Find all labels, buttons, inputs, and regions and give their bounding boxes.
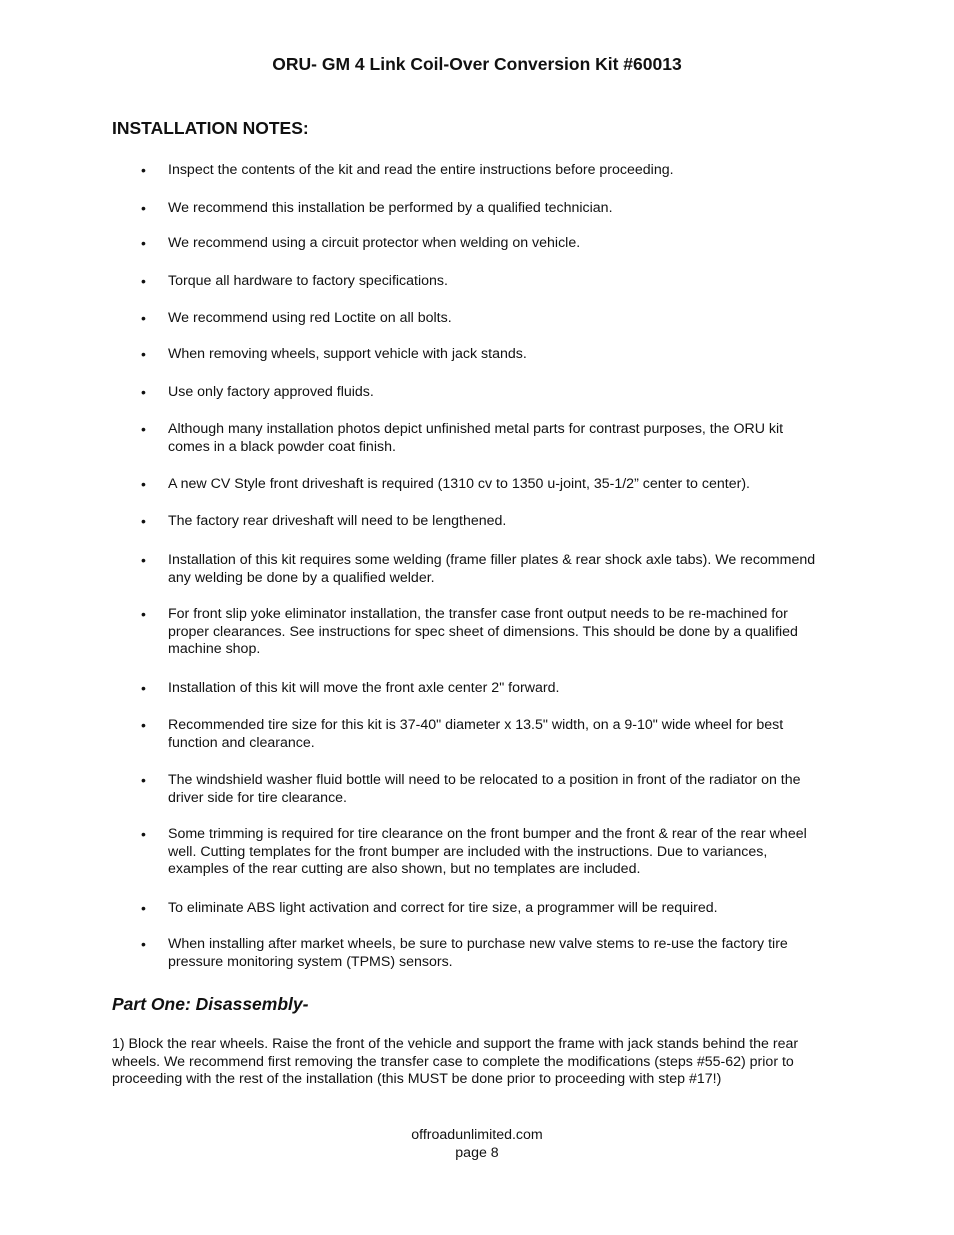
- footer-website: offroadunlimited.com: [411, 1127, 543, 1143]
- note-text: Use only factory approved fluids.: [168, 384, 374, 400]
- part-one-heading: Part One: Disassembly-: [112, 994, 309, 1014]
- note-text: The factory rear driveshaft will need to be lengthened.: [168, 513, 507, 529]
- bullet-icon: •: [141, 200, 146, 216]
- list-item: [141, 384, 826, 402]
- note-text: Although many installation photos depict unfinished metal parts for contrast purposes, the ORU kit comes in a black powder coat finish.: [168, 421, 784, 455]
- note-text: Installation of this kit will move the front axle center 2" forward.: [168, 680, 560, 696]
- list-item: [141, 772, 826, 807]
- list-item: [141, 900, 826, 918]
- note-text: We recommend using a circuit protector when welding on vehicle.: [168, 235, 581, 251]
- list-item: [141, 717, 826, 752]
- bullet-icon: •: [141, 717, 146, 733]
- bullet-icon: •: [141, 310, 146, 326]
- bullet-icon: •: [141, 273, 146, 289]
- bullet-icon: •: [141, 900, 146, 916]
- note-text: We recommend this installation be performed by a qualified technician.: [168, 200, 613, 216]
- note-text: We recommend using red Loctite on all bolts.: [168, 310, 452, 326]
- list-item: [141, 346, 826, 364]
- list-item: [141, 162, 826, 180]
- note-text: For front slip yoke eliminator installation, the transfer case front output needs to be re-machined for proper clearances. See instructions for spec sheet of dimensions. This should be done by a qualified machine shop.: [168, 606, 798, 657]
- document-title: ORU- GM 4 Link Coil-Over Conversion Kit #60013: [272, 54, 682, 74]
- list-item: [141, 235, 826, 253]
- bullet-icon: •: [141, 162, 146, 178]
- page-number: page 8: [455, 1144, 499, 1161]
- installation-notes-heading: INSTALLATION NOTES:: [112, 118, 309, 138]
- bullet-icon: •: [141, 552, 146, 568]
- step-1-paragraph: 1) Block the rear wheels. Raise the front of the vehicle and support the frame with jack stands behind the rear wheels. We recommend first removing the transfer case to complete the modifications (steps #55-62) prior to proceeding with the rest of the installation (this MUST be done prior to proceeding with step #17!): [112, 1036, 799, 1087]
- note-text: A new CV Style front driveshaft is required (1310 cv to 1350 u-joint, 35-1/2” center to center).: [168, 476, 750, 492]
- list-item: [141, 936, 826, 971]
- bullet-icon: •: [141, 476, 146, 492]
- note-text: Some trimming is required for tire clearance on the front bumper and the front & rear of the rear wheel well. Cutting templates for the front bumper are included with the instructions. Due to variances, examples of the rear cutting are also shown, but no templates are included.: [168, 826, 807, 877]
- note-text: Installation of this kit requires some welding (frame filler plates & rear shock axle tabs). We recommend any welding be done by a qualified welder.: [168, 552, 816, 586]
- bullet-icon: •: [141, 346, 146, 362]
- note-text: Recommended tire size for this kit is 37-40" diameter x 13.5" width, on a 9-10" wide wheel for best function and clearance.: [168, 717, 784, 751]
- page-footer: [0, 1127, 954, 1162]
- bullet-icon: •: [141, 772, 146, 788]
- note-text: When removing wheels, support vehicle with jack stands.: [168, 346, 527, 362]
- list-item: [141, 421, 826, 456]
- note-text: Inspect the contents of the kit and read the entire instructions before proceeding.: [168, 162, 674, 178]
- bullet-icon: •: [141, 384, 146, 400]
- bullet-icon: •: [141, 513, 146, 529]
- note-text: When installing after market wheels, be sure to purchase new valve stems to re-use the factory tire pressure monitoring system (TPMS) sensors.: [168, 936, 788, 970]
- bullet-icon: •: [141, 826, 146, 842]
- bullet-icon: •: [141, 421, 146, 437]
- bullet-icon: •: [141, 936, 146, 952]
- bullet-icon: •: [141, 606, 146, 622]
- note-text: Torque all hardware to factory specifications.: [168, 273, 448, 289]
- note-text: The windshield washer fluid bottle will need to be relocated to a position in front of the radiator on the driver side for tire clearance.: [168, 772, 801, 806]
- list-item: [141, 476, 826, 494]
- list-item: [141, 606, 826, 659]
- list-item: [141, 273, 826, 291]
- list-item: [141, 680, 826, 698]
- list-item: [141, 826, 826, 879]
- list-item: [141, 513, 826, 531]
- list-item: [141, 200, 826, 218]
- list-item: [141, 310, 826, 328]
- list-item: [141, 552, 826, 587]
- bullet-icon: •: [141, 235, 146, 251]
- bullet-icon: •: [141, 680, 146, 696]
- note-text: To eliminate ABS light activation and correct for tire size, a programmer will be required.: [168, 900, 718, 916]
